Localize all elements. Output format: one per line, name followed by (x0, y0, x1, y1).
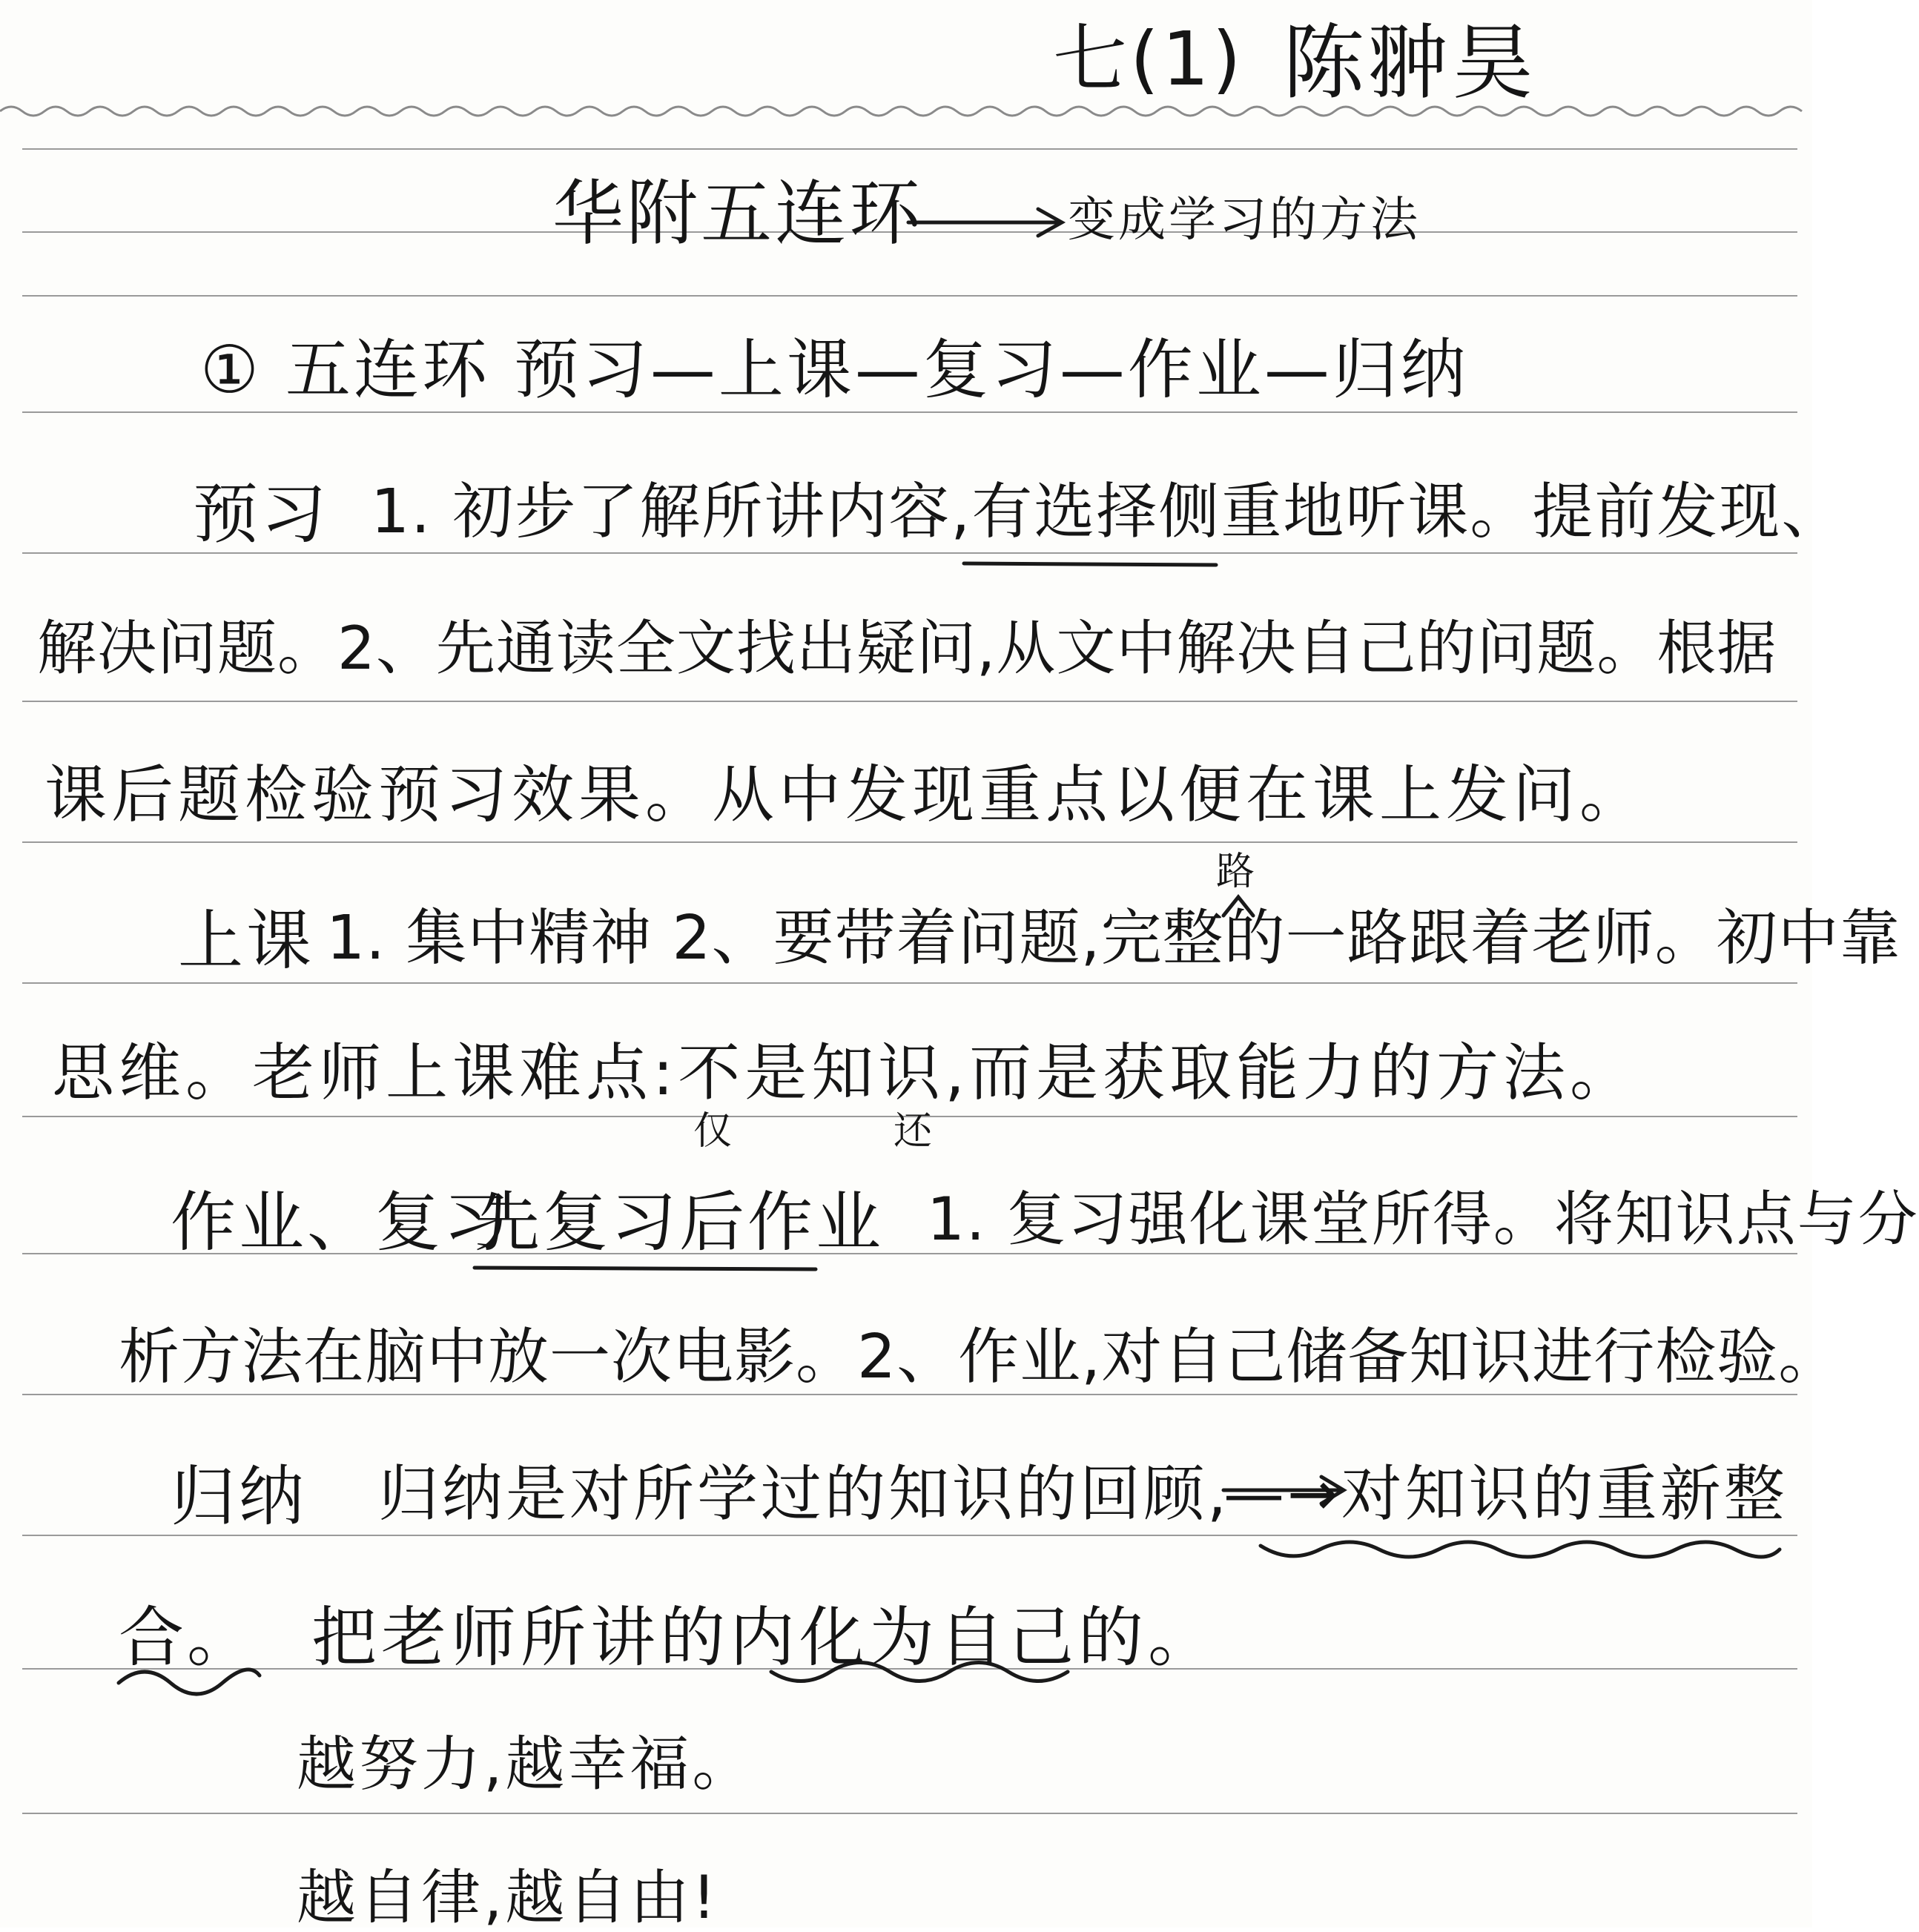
preview-line-1: 1. 初步了解所讲内容,有选择侧重地听课。提前发现、 (371, 477, 1844, 547)
lesson-label: 上课 (178, 902, 315, 979)
preview-label: 预习 (193, 476, 330, 552)
preview-line-3: 课后题检验预习效果。从中发现重点以便在课上发问。 (44, 758, 1647, 831)
motto-line-2: 越自律,越自由! (297, 1863, 719, 1932)
summary-line-1a: 归纳是对所学过的知识的回顾, (378, 1459, 1230, 1529)
lesson-line-2: 思维。老师上课难点:不是知识,而是获取能力的方法。 (52, 1036, 1637, 1109)
lesson-inserted-char: 路 (1216, 850, 1258, 894)
underline-order (475, 1268, 816, 1269)
preview-line-2: 解决问题。2、先通读全文找出疑问,从文中解决自己的问题。根据 (37, 614, 1777, 683)
homework-line-2: 析方法在脑中放一次电影。2、作业,对自己储备知识进行检验。 (119, 1322, 1840, 1392)
lesson-note-b: 还 (894, 1109, 936, 1154)
summary-line-2b: 把老师所讲的内化为自己的。 (311, 1599, 1218, 1675)
summary-line-2a: 合。 (119, 1599, 256, 1675)
squiggle-underline-integrate (1261, 1542, 1780, 1557)
lesson-line-1: 1. 集中精神 2、要带着问题,完整的一路跟着老师。初中靠 (326, 903, 1901, 973)
motto-line-1: 越努力,越幸福。 (297, 1730, 755, 1799)
homework-order: 先复习后作业 (475, 1184, 885, 1260)
page-title: 华附五连环 (552, 172, 923, 255)
title-arrow (908, 209, 1062, 236)
summary-line-1b: —→对知识的重新整 (1223, 1459, 1788, 1529)
homework-line-1: 1. 复习强化课堂所得。将知识点与分 (927, 1185, 1919, 1254)
lesson-note-a: 仅 (693, 1109, 736, 1154)
underline-selective (964, 563, 1216, 565)
homework-label: 作业、复习 (171, 1184, 512, 1260)
summary-label: 归纳 (171, 1458, 308, 1535)
student-name: 陈翀昊 (1283, 16, 1536, 110)
class-label: 七(1) (1053, 16, 1244, 102)
page-subtitle: 变成学习的方法 (1068, 193, 1421, 248)
section-heading: ① 五连环 预习—上课—复习—作业—归纳 (200, 331, 1469, 408)
